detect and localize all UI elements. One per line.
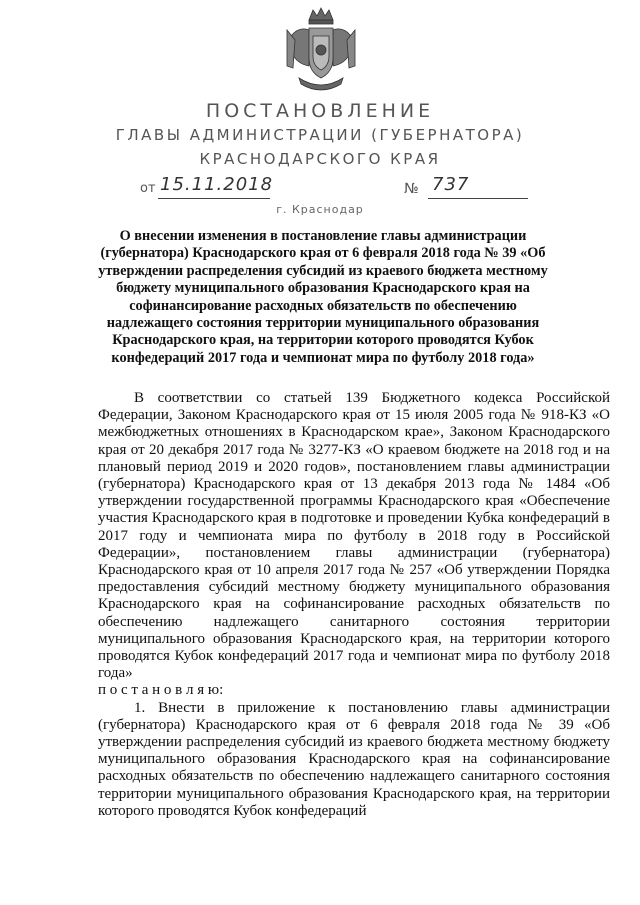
issuer-heading-line2: КРАСНОДАРСКОГО КРАЯ (199, 150, 441, 168)
document-type-heading: ПОСТАНОВЛЕНИЕ (205, 100, 435, 122)
document-body (98, 390, 610, 820)
date-prefix: от (140, 181, 156, 196)
body-paragraph-2: 1. Внести в приложение к постановлению главы администрации (губернатора) Краснодарского края от 6 февраля 2018 года № 39 «Об утверждении распределения субсидий из краевого бюджета местному бюджету муниципального образования Краснодарского края на софинансирование расходных обязательств по обеспечению надлежащего санитарного состояния территории муниципального образования Краснодарского края, на территории которого проводятся Кубок конфедераций (98, 699, 610, 819)
number-underline (428, 198, 528, 199)
decree-word: п о с т а н о в л я ю: (98, 682, 224, 699)
number-prefix: № (404, 181, 419, 197)
document-title: О внесении изменения в постановление главы администрации (губернатора) Краснодарского края от 6 февраля 2018 года № 39 «Об утверждении распределения субсидий из краевого бюджета местному бюджету муниципального образования Краснодарского края на софинансирование расходных обязательств по обеспечению надлежащего состояния территории муниципального образования Краснодарского края, на территории которого проводятся Кубок конфедераций 2017 года и чемпионат мира по футболу 2018 года» (98, 228, 548, 366)
coat-of-arms-icon (285, 6, 357, 92)
body-paragraph-1: В соответствии со статьей 139 Бюджетного кодекса Российской Федерации, Законом Краснодарского края от 15 июля 2005 года № 918-КЗ «О межбюджетных отношениях в Краснодарском крае», Законом Краснодарского края от 20 декабря 2017 года № 3277-КЗ «О краевом бюджете на 2018 год и на плановый период 2019 и 2020 годов», постановлением главы администрации (губернатора) Краснодарского края от 13 декабря 2013 года № 1484 «Об утверждении государственной программы Краснодарского края «Обеспечение участия Краснодарского края в подготовке и проведении Кубка конфедераций в 2017 году и чемпионата мира по футболу в 2018 году в Российской Федерации», постановлением главы администрации (губернатора) Краснодарского края от 10 апреля 2017 года № 257 «Об утверждении Порядка предоставления субсидий местному бюджету муниципального образования Краснодарского края на софинансирование расходных обязательств по обеспечению надлежащего санитарного состояния территории муниципального образования Краснодарского края, на территории которого проводятся Кубок конфедераций 2017 года и чемпионат мира по футболу 2018 года» (98, 390, 610, 682)
document-date: 15.11.2018 (160, 174, 274, 195)
document-number: 737 (432, 174, 470, 195)
date-underline (158, 198, 270, 199)
issuer-heading-line1: ГЛАВЫ АДМИНИСТРАЦИИ (ГУБЕРНАТОРА) (115, 126, 525, 144)
city-label: г. Краснодар (276, 203, 364, 216)
